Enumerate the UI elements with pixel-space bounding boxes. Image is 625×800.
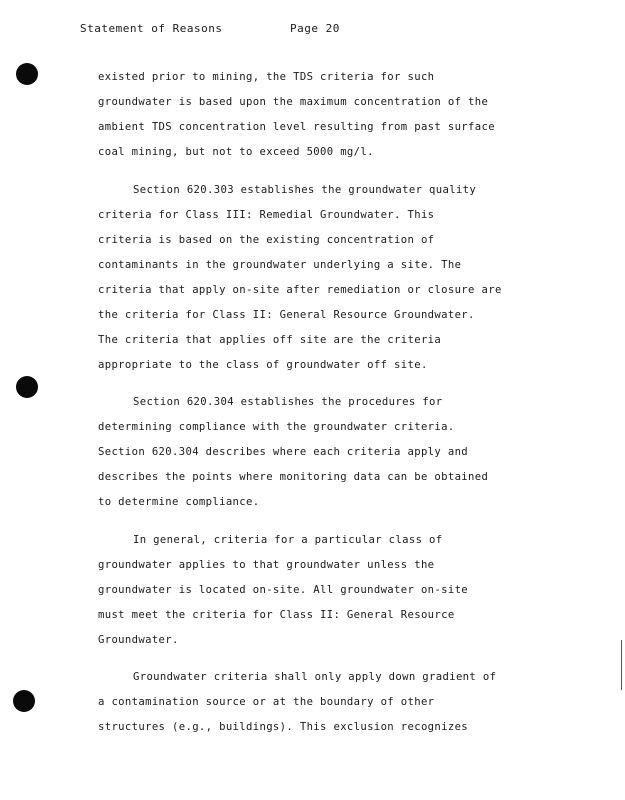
text-line: criteria is based on the existing concentration of (98, 233, 435, 246)
text-line: The criteria that applies off site are the criteria (98, 333, 442, 346)
text-line: Section 620.304 establishes the procedures for (133, 396, 443, 408)
paragraph-tds-criteria (98, 65, 558, 165)
text-line: structures (e.g., buildings). This exclusion recognizes (98, 721, 469, 733)
page-number: Page 20 (290, 22, 340, 35)
paragraph-down-gradient (98, 665, 558, 740)
paragraph-general-criteria (98, 528, 558, 653)
paragraph-section-620-303 (98, 178, 558, 378)
text-line: criteria that apply on-site after remediation or closure are (98, 283, 502, 296)
text-line: existed prior to mining, the TDS criteria for such (98, 71, 435, 83)
punch-hole-bottom (13, 690, 35, 712)
punch-hole-top (16, 63, 38, 85)
punch-hole-middle (16, 376, 38, 398)
text-line: appropriate to the class of groundwater off site. (98, 358, 428, 371)
text-line: to determine compliance. (98, 496, 260, 508)
text-line: Section 620.303 establishes the groundwater quality (133, 183, 477, 196)
text-line: groundwater applies to that groundwater unless the (98, 558, 435, 571)
text-line: criteria for Class III: Remedial Groundwater. This (98, 208, 435, 221)
text-line: Groundwater. (98, 633, 179, 646)
text-line: In general, criteria for a particular class of (133, 533, 443, 546)
text-line: coal mining, but not to exceed 5000 mg/l. (98, 146, 374, 158)
header-title: Statement of Reasons (80, 22, 223, 35)
text-line: ambient TDS concentration level resulting from past surface (98, 121, 495, 133)
text-line: Section 620.304 describes where each criteria apply and (98, 446, 469, 458)
text-line: must meet the criteria for Class II: General Resource (98, 608, 455, 621)
text-line: a contamination source or at the boundary of other (98, 696, 435, 708)
text-line: groundwater is based upon the maximum concentration of the (98, 96, 489, 108)
text-line: describes the points where monitoring data can be obtained (98, 471, 489, 483)
text-line: determining compliance with the groundwater criteria. (98, 421, 455, 433)
body-text (98, 65, 558, 753)
text-line: the criteria for Class II: General Resource Groundwater. (98, 308, 475, 321)
paragraph-section-620-304 (98, 390, 558, 515)
text-line: groundwater is located on-site. All groundwater on-site (98, 583, 469, 596)
text-line: contaminants in the groundwater underlying a site. The (98, 258, 462, 271)
scan-edge-mark (621, 640, 622, 690)
page-header (80, 22, 340, 35)
text-line: Groundwater criteria shall only apply down gradient of (133, 671, 497, 683)
